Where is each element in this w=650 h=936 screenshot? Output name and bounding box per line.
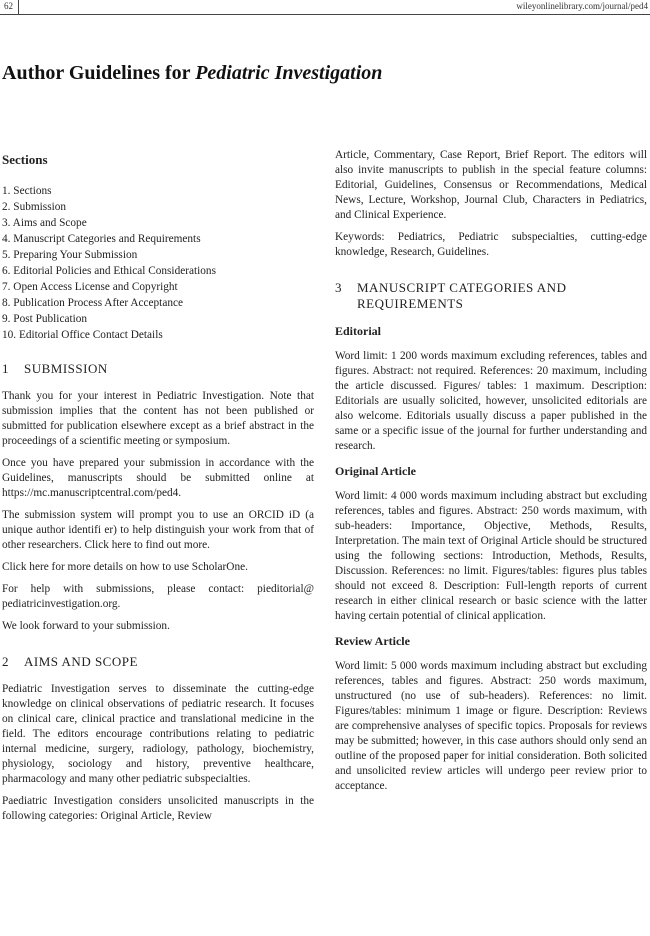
toc-item[interactable]: 7. Open Access License and Copyright bbox=[2, 281, 178, 293]
submission-paragraph: For help with submissions, please contact: pieditorial@ pediatricinvestigation.org. bbox=[2, 583, 314, 610]
section-title: MANUSCRIPT CATEGORIES AND REQUIREMENTS bbox=[357, 280, 567, 311]
aims-paragraph: Pediatric Investigation serves to disseminate the cutting-edge knowledge on clinical observations of pediatric research. It focuses on clinical care, clinical practice and translational medicine in the field. The editors encourage contributions relating to pediatric internal medicine, surgery, radiology, pathology, biochemistry, physiology, sociology and history, preventive healthcare, pharmacology and many other pediatric subspecialties. bbox=[2, 683, 314, 785]
right-column bbox=[335, 148, 647, 801]
toc-item[interactable]: 3. Aims and Scope bbox=[2, 217, 87, 229]
aims-paragraph: Paediatric Investigation considers unsolicited manuscripts in the following categories: Original Article, Review bbox=[2, 795, 314, 822]
submission-heading bbox=[2, 361, 314, 377]
section-title: SUBMISSION bbox=[24, 361, 108, 376]
review-article-heading: Review Article bbox=[335, 634, 410, 648]
journal-url: wileyonlinelibrary.com/journal/ped4 bbox=[516, 1, 648, 11]
title-prefix: Author Guidelines for bbox=[2, 62, 196, 84]
toc-item[interactable]: 5. Preparing Your Submission bbox=[2, 249, 138, 261]
toc-item[interactable]: 1. Sections bbox=[2, 185, 52, 197]
submission-paragraph: Thank you for your interest in Pediatric Investigation. Note that submission implies that the content has not been published or submitted for publication elsewhere except as a brief abstract in the proceedings of a scientific meeting or symposium. bbox=[2, 390, 314, 447]
manuscript-heading bbox=[335, 280, 647, 312]
editorial-text: Word limit: 1 200 words maximum excluding references, tables and figures. Abstract: not required. References: 20 maximum, including the article discussed. Figures/ tables: 1 maximum. Description: Editorials are usually solicited, however, unsolicited editorials are also welcome. Editorials usually discuss a paper published in the same or a specific issue of the journal for further understanding and research. bbox=[335, 350, 647, 452]
aims-heading bbox=[2, 654, 314, 670]
editorial-heading: Editorial bbox=[335, 324, 382, 338]
section-title: AIMS AND SCOPE bbox=[24, 654, 138, 669]
header-divider bbox=[18, 0, 19, 14]
section-number: 2 bbox=[2, 654, 9, 669]
section-number: 3 bbox=[335, 280, 342, 295]
title-journal: Pediatric Investigation bbox=[195, 62, 383, 84]
original-article-heading: Original Article bbox=[335, 464, 416, 478]
toc-item[interactable]: 10. Editorial Office Contact Details bbox=[2, 329, 163, 341]
sections-heading: Sections bbox=[2, 152, 48, 167]
toc-item[interactable]: 9. Post Publication bbox=[2, 313, 88, 325]
submission-paragraph: We look forward to your submission. bbox=[2, 620, 170, 632]
page-title bbox=[2, 62, 382, 85]
toc-item[interactable]: 8. Publication Process After Acceptance bbox=[2, 297, 184, 309]
toc-item[interactable]: 6. Editorial Policies and Ethical Considerations bbox=[2, 265, 216, 277]
submission-paragraph: Once you have prepared your submission in accordance with the Guidelines, manuscripts should be submitted online at https://mc.manuscriptcentral.com/ped4. bbox=[2, 457, 314, 499]
aims-paragraph-continued: Article, Commentary, Case Report, Brief Report. The editors will also invite manuscripts to publish in the special feature columns: Editorial, Guidelines, Consensus or Recommendations, Medical News, Lecture, Workshop, Journal Club, Characters in Pediatrics, and Clinical Experience. bbox=[335, 149, 647, 221]
section-number: 1 bbox=[2, 361, 9, 376]
page-number: 62 bbox=[4, 1, 13, 11]
running-header bbox=[0, 0, 650, 15]
sections-list bbox=[2, 183, 314, 343]
keywords: Keywords: Pediatrics, Pediatric subspecialties, cutting-edge knowledge, Research, Guidelines. bbox=[335, 231, 647, 258]
toc-item[interactable]: 2. Submission bbox=[2, 201, 67, 213]
original-article-text: Word limit: 4 000 words maximum including abstract but excluding references, tables and figures. Abstract: 250 words maximum, with sub-headers: Importance, Objective, Methods, Results, Interpretation. The main text of Original Article should be structured using the following sections: Introduction, Methods, Results, Discussion. References: no limit. Figures/tables: figures plus tables should not exceed 8. Description: Full-length reports of current research in either clinical research or basic science with the latter having certain potential of clinical application. bbox=[335, 490, 647, 622]
submission-paragraph: The submission system will prompt you to use an ORCID iD (a unique author identifi er) to help distinguish your work from that of other researchers. Click here to find out more. bbox=[2, 509, 314, 551]
toc-item[interactable]: 4. Manuscript Categories and Requirements bbox=[2, 233, 201, 245]
left-column bbox=[2, 148, 314, 831]
review-article-text: Word limit: 5 000 words maximum including abstract but excluding references, tables and figures. Abstract: 250 words maximum, unstructured (no use of sub-headers). References: no limit. Figures/tables: minimum 1 image or figure. Description: Reviews are comprehensive analyses of specific topics. Proposals for reviews may be submitted; however, in this case authors should only send an outline of the proposed paper for initial consideration. Both solicited and unsolicited review articles will undergo peer review prior to acceptance. bbox=[335, 660, 647, 792]
submission-paragraph: Click here for more details on how to use ScholarOne. bbox=[2, 561, 248, 573]
